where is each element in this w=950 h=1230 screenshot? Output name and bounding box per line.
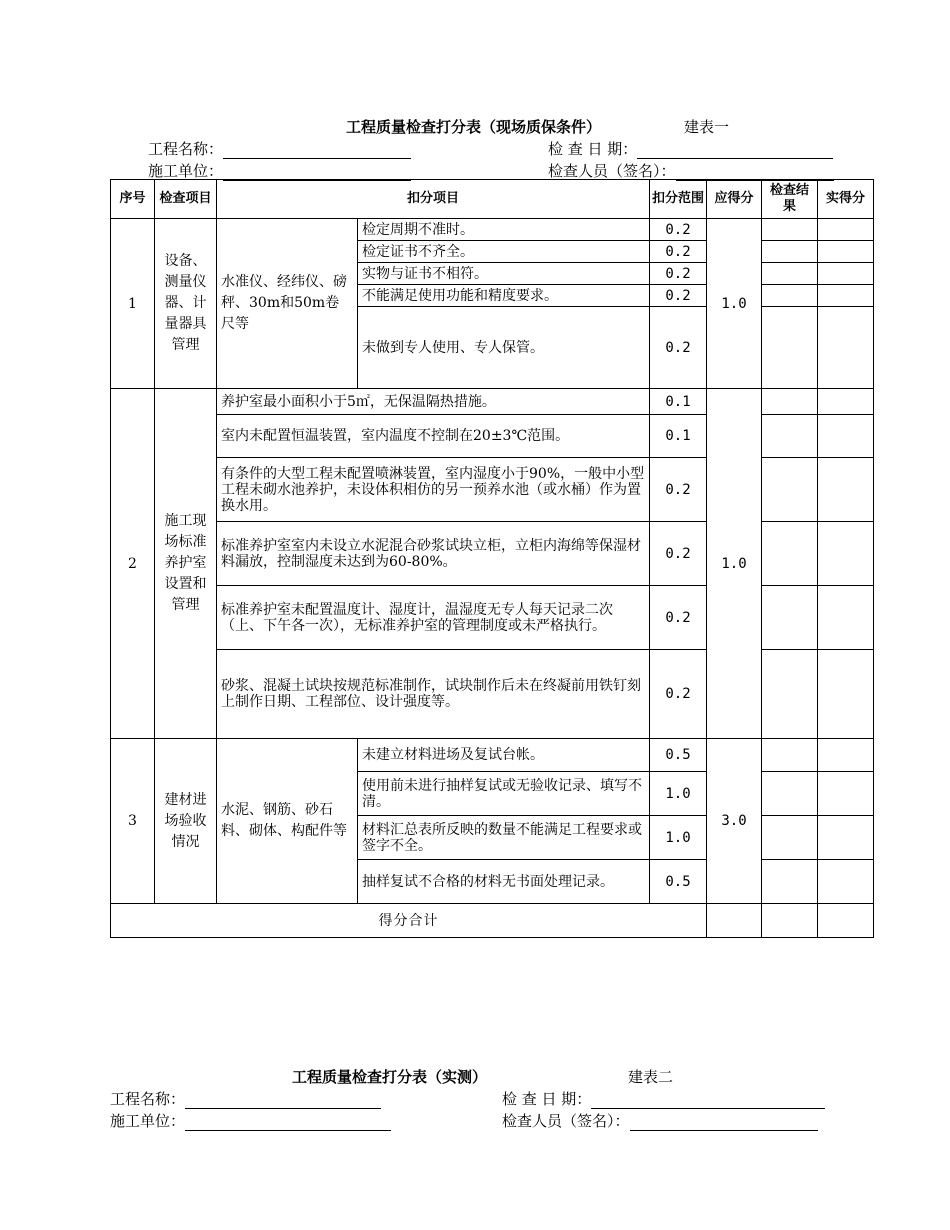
check-result-cell[interactable] (762, 458, 818, 522)
check-result-cell[interactable] (762, 241, 818, 263)
deduction-range: 0.2 (650, 285, 707, 307)
form1-check-date-field (548, 138, 833, 159)
deduction-range: 0.2 (650, 650, 707, 739)
actual-score-cell[interactable] (818, 415, 874, 458)
form2-title: 工程质量检查打分表（实测） (292, 1068, 488, 1086)
check-result-cell[interactable] (762, 389, 818, 415)
deduction-item: 未建立材料进场及复试台帐。 (358, 739, 650, 772)
score-table (110, 179, 874, 938)
deduction-range: 0.1 (650, 389, 707, 415)
header-check-result: 检查结果 (762, 180, 818, 219)
table-row (111, 739, 874, 772)
form2-inspector-field (502, 1110, 818, 1131)
actual-score-cell[interactable] (818, 816, 874, 860)
project-name-label: 工程名称： (148, 140, 224, 158)
form1-project-name-field (148, 138, 411, 159)
actual-score-cell[interactable] (818, 458, 874, 522)
header-deduction-range: 扣分范围 (650, 180, 707, 219)
deduction-range: 0.2 (650, 522, 707, 586)
form1-construction-unit-field (148, 160, 411, 181)
construction-unit-blank[interactable] (185, 1116, 391, 1131)
group1-should-score: 1.0 (707, 219, 762, 389)
deduction-item: 标准养护室未配置温度计、湿度计，温湿度无专人每天记录二次（上、下午各一次），无标准养护室的管理制度或未严格执行。 (217, 586, 650, 650)
header-check-item: 检查项目 (155, 180, 217, 219)
deduction-item: 室内未配置恒温装置，室内温度不控制在20±3℃范围。 (217, 415, 650, 458)
deduction-item: 材料汇总表所反映的数量不能满足工程要求或签字不全。 (358, 816, 650, 860)
actual-score-cell[interactable] (818, 772, 874, 816)
total-actual-score-cell[interactable] (818, 904, 874, 938)
check-result-cell[interactable] (762, 739, 818, 772)
group1-seq: 1 (111, 219, 155, 389)
inspector-blank[interactable] (630, 1116, 818, 1131)
deduction-item: 检定周期不准时。 (358, 219, 650, 241)
actual-score-cell[interactable] (818, 586, 874, 650)
form2-check-date-field (502, 1088, 825, 1109)
construction-unit-label: 施工单位： (148, 162, 224, 180)
group1-check-item: 设备、测量仪器、计量器具管理 (155, 219, 217, 389)
actual-score-cell[interactable] (818, 219, 874, 241)
inspector-label: 检查人员（签名）： (502, 1112, 630, 1130)
deduction-range: 0.5 (650, 860, 707, 904)
deduction-range: 1.0 (650, 772, 707, 816)
actual-score-cell[interactable] (818, 263, 874, 285)
actual-score-cell[interactable] (818, 285, 874, 307)
group3-check-item: 建材进场验收情况 (155, 739, 217, 904)
deduction-range: 0.2 (650, 241, 707, 263)
total-label: 得分合计 (111, 904, 707, 938)
form2-construction-unit-field (110, 1110, 391, 1131)
deduction-range: 0.2 (650, 263, 707, 285)
form1-number: 建表一 (684, 118, 730, 136)
header-row (111, 180, 874, 219)
deduction-range: 1.0 (650, 816, 707, 860)
deduction-item: 实物与证书不相符。 (358, 263, 650, 285)
check-result-cell[interactable] (762, 415, 818, 458)
deduction-range: 0.2 (650, 458, 707, 522)
deduction-item: 砂浆、混凝土试块按规范标准制作，试块制作后未在终凝前用铁钉刻上制作日期、工程部位、设计强度等。 (217, 650, 650, 739)
check-result-cell[interactable] (762, 522, 818, 586)
inspector-label: 检查人员（签名）： (548, 162, 676, 180)
check-result-cell[interactable] (762, 263, 818, 285)
group3-seq: 3 (111, 739, 155, 904)
deduction-item: 不能满足使用功能和精度要求。 (358, 285, 650, 307)
deduction-item: 抽样复试不合格的材料无书面处理记录。 (358, 860, 650, 904)
header-actual-score: 实得分 (818, 180, 874, 219)
group3-should-score: 3.0 (707, 739, 762, 904)
deduction-item: 检定证书不齐全。 (358, 241, 650, 263)
actual-score-cell[interactable] (818, 241, 874, 263)
check-result-cell[interactable] (762, 816, 818, 860)
deduction-item: 标准养护室室内未设立水泥混合砂浆试块立柜，立柜内海绵等保湿材料漏放，控制湿度未达到为60-80%。 (217, 522, 650, 586)
form2-number: 建表二 (628, 1068, 674, 1086)
deduction-range: 0.5 (650, 739, 707, 772)
table-row (111, 389, 874, 415)
form1-inspector-field (548, 160, 834, 181)
check-date-blank[interactable] (591, 1094, 825, 1109)
form2-project-name-field (110, 1088, 381, 1109)
check-result-cell[interactable] (762, 285, 818, 307)
check-result-cell[interactable] (762, 860, 818, 904)
form1-title: 工程质量检查打分表（现场质保条件） (346, 118, 602, 136)
deduction-range: 0.2 (650, 307, 707, 389)
group1-devices: 水准仪、经纬仪、磅秤、30m和50m卷尺等 (217, 219, 358, 389)
check-result-cell[interactable] (762, 772, 818, 816)
header-should-score: 应得分 (707, 180, 762, 219)
check-result-cell[interactable] (762, 586, 818, 650)
actual-score-cell[interactable] (818, 389, 874, 415)
construction-unit-label: 施工单位： (110, 1112, 186, 1130)
project-name-blank[interactable] (185, 1094, 381, 1109)
header-deduction-item: 扣分项目 (217, 180, 650, 219)
actual-score-cell[interactable] (818, 307, 874, 389)
table-row (111, 219, 874, 241)
actual-score-cell[interactable] (818, 860, 874, 904)
check-date-blank[interactable] (637, 144, 833, 159)
actual-score-cell[interactable] (818, 650, 874, 739)
deduction-range: 0.1 (650, 415, 707, 458)
check-result-cell[interactable] (762, 650, 818, 739)
check-result-cell[interactable] (762, 307, 818, 389)
deduction-range: 0.2 (650, 219, 707, 241)
group2-seq: 2 (111, 389, 155, 739)
actual-score-cell[interactable] (818, 739, 874, 772)
project-name-blank[interactable] (223, 144, 411, 159)
deduction-range: 0.2 (650, 586, 707, 650)
total-should-score-cell[interactable] (707, 904, 762, 938)
group2-check-item: 施工现场标准养护室设置和管理 (155, 389, 217, 739)
total-row (111, 904, 874, 938)
header-seq: 序号 (111, 180, 155, 219)
deduction-item: 养护室最小面积小于5㎡，无保温隔热措施。 (217, 389, 650, 415)
actual-score-cell[interactable] (818, 522, 874, 586)
check-date-label: 检 查 日 期： (502, 1090, 592, 1108)
project-name-label: 工程名称： (110, 1090, 186, 1108)
check-result-cell[interactable] (762, 219, 818, 241)
deduction-item: 未做到专人使用、专人保管。 (358, 307, 650, 389)
group3-devices: 水泥、钢筋、砂石料、砌体、构配件等 (217, 739, 358, 904)
deduction-item: 有条件的大型工程未配置喷淋装置，室内湿度小于90%，一般中小型工程未砌水池养护，未设体积相仿的另一预养水池（或水桶）作为置换水用。 (217, 458, 650, 522)
total-check-result-cell[interactable] (762, 904, 818, 938)
group2-should-score: 1.0 (707, 389, 762, 739)
check-date-label: 检 查 日 期： (548, 140, 638, 158)
deduction-item: 使用前未进行抽样复试或无验收记录、填写不清。 (358, 772, 650, 816)
